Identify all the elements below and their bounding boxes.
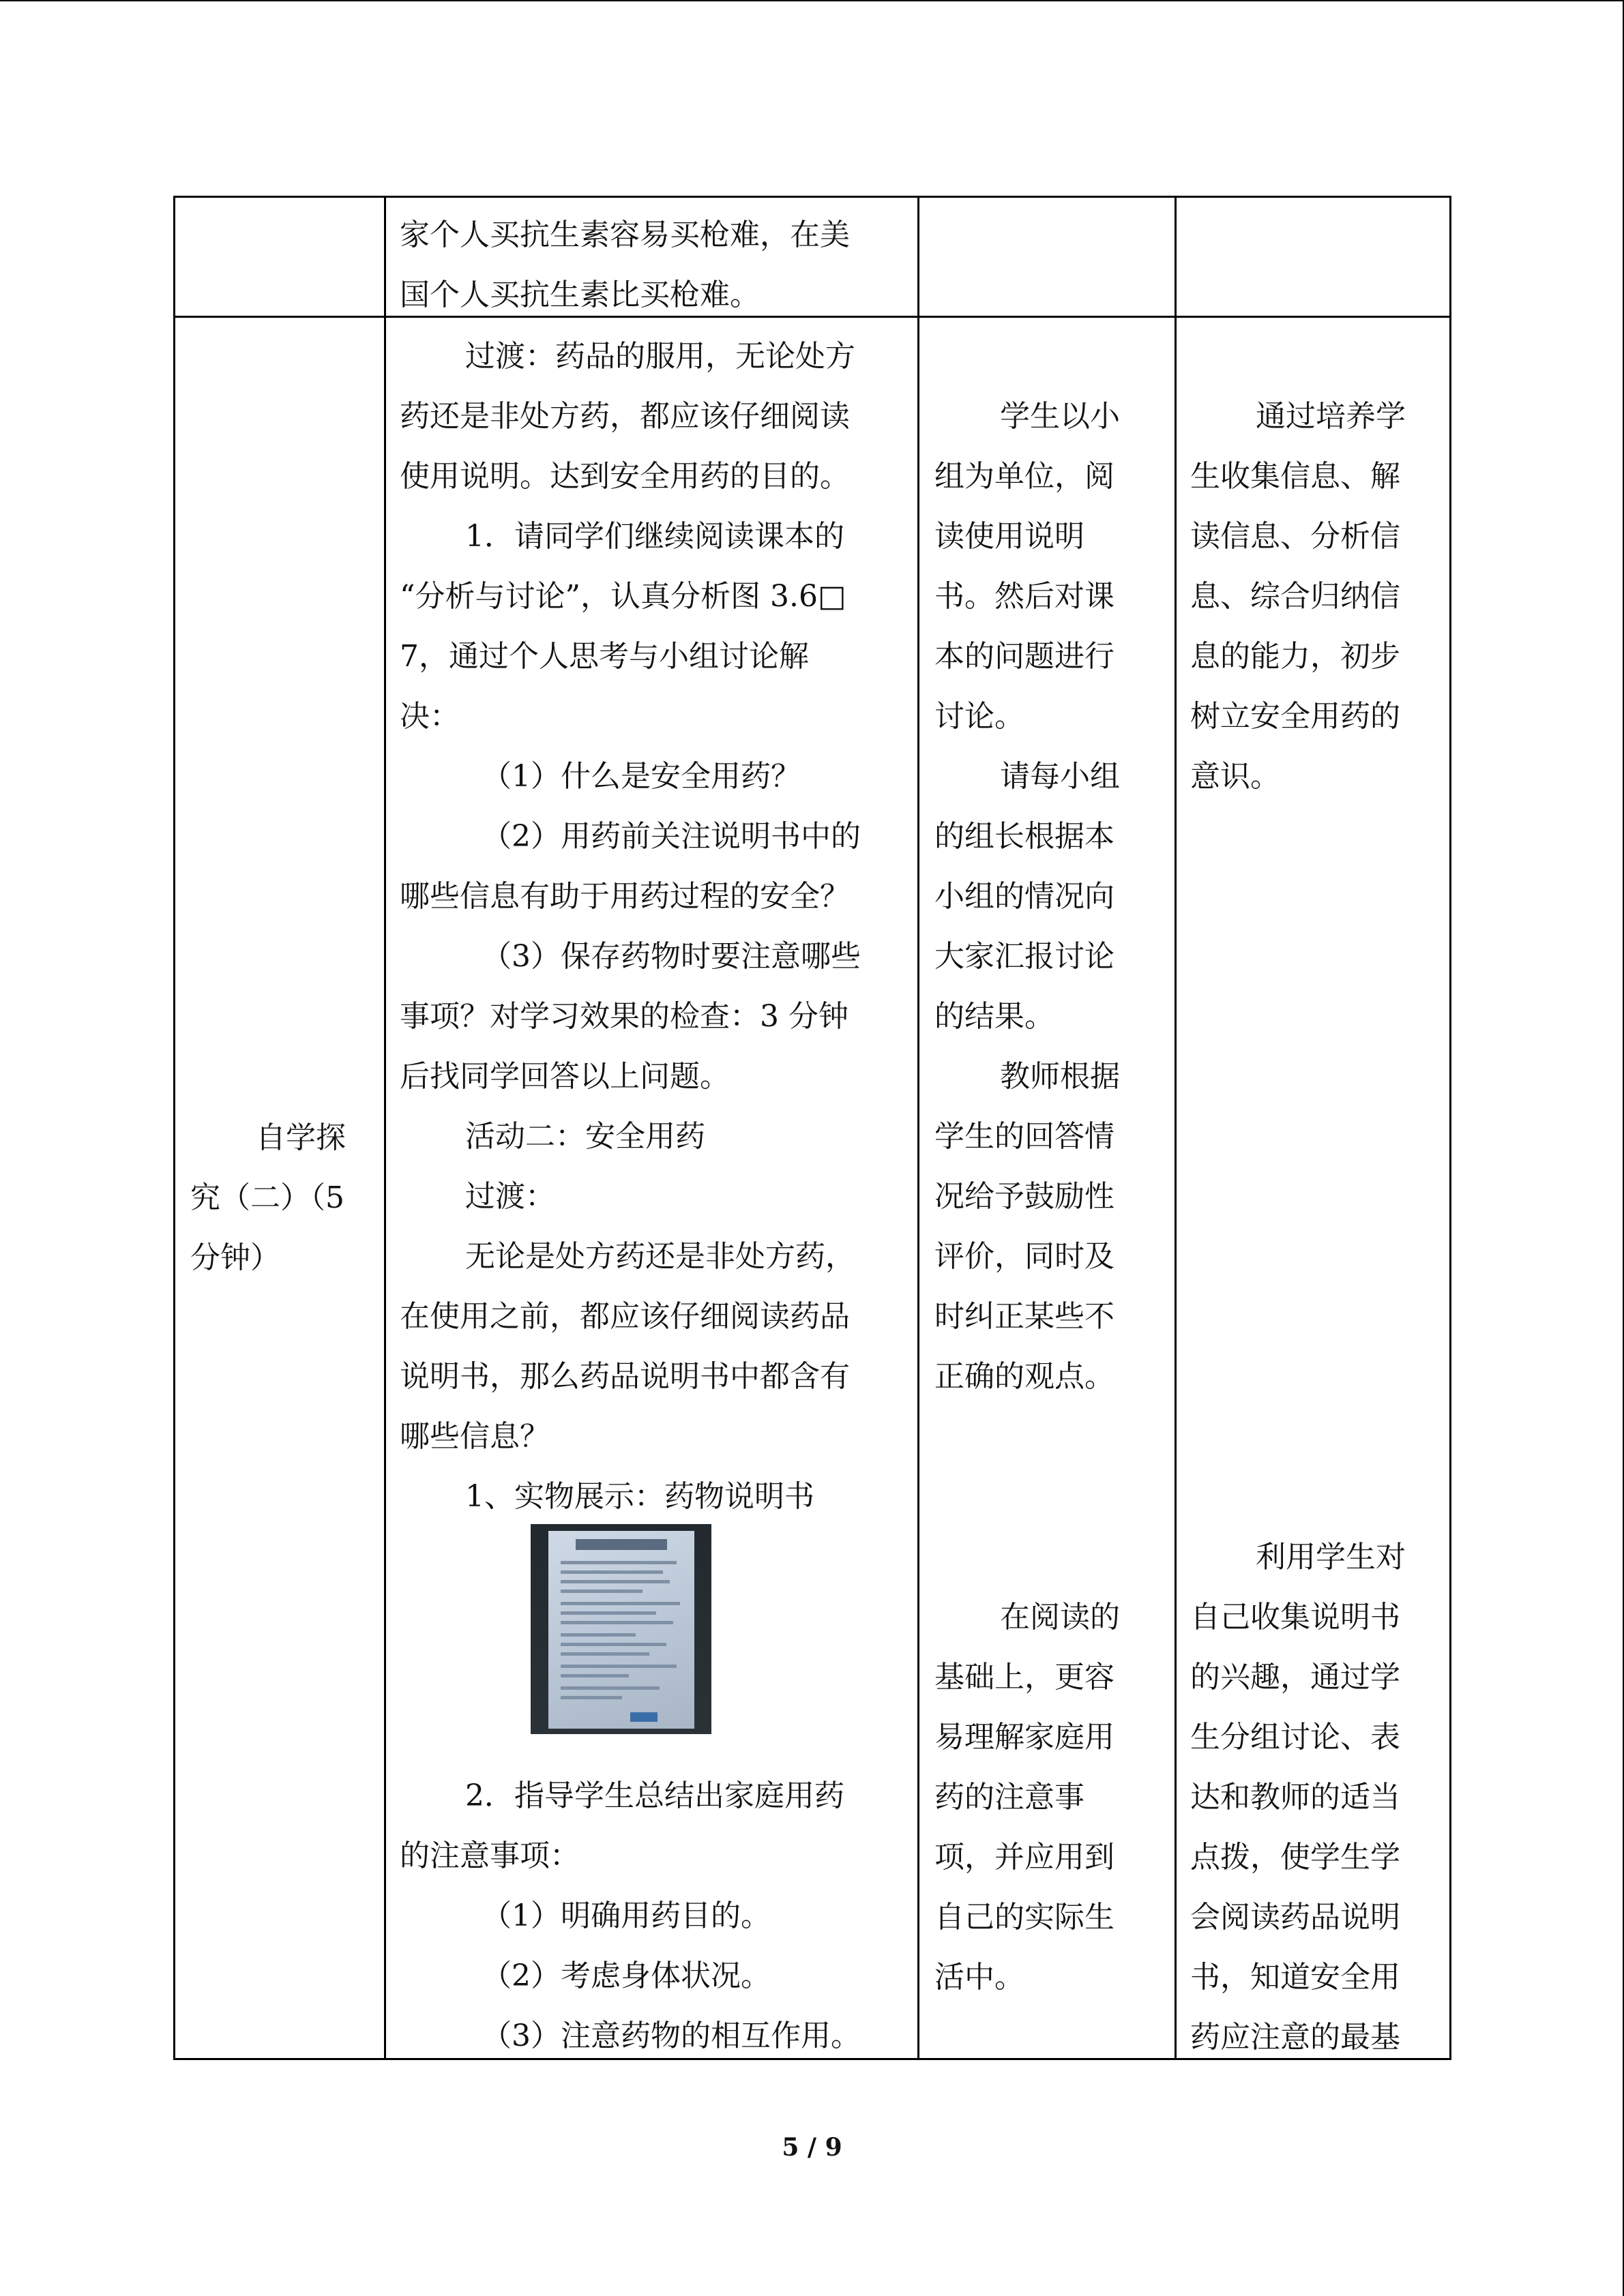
text-line: 书，知道安全用 [1190, 1960, 1400, 1995]
leaflet-text-line [561, 1602, 680, 1605]
leaflet-text-line [561, 1561, 677, 1564]
medicine-leaflet-image [531, 1524, 711, 1734]
text-line: 1、实物展示：药物说明书 [465, 1479, 814, 1514]
leaflet-text-line [561, 1580, 670, 1583]
text-line: 评价，同时及 [934, 1239, 1114, 1274]
text-line: 生分组讨论、表 [1190, 1720, 1400, 1755]
text-line: 达和教师的适当 [1190, 1780, 1400, 1815]
text-line: 的兴趣，通过学 [1190, 1660, 1400, 1695]
leaflet-text-line [561, 1674, 629, 1678]
text-line: 息、综合归纳信 [1190, 579, 1400, 614]
text-line: （1）明确用药目的。 [482, 1898, 771, 1933]
text-line: 自己的实际生 [934, 1900, 1114, 1935]
text-line: 大家汇报讨论 [934, 939, 1114, 974]
text-line: 况给予鼓励性 [934, 1179, 1114, 1214]
text-line: 教师根据 [1000, 1059, 1120, 1094]
text-line: 事项？对学习效果的检查：3 分钟 [400, 999, 848, 1034]
text-line: 的结果。 [934, 999, 1054, 1034]
text-line: 哪些信息？ [400, 1419, 550, 1454]
student-activity-cell-continued [934, 1587, 1170, 2008]
student-activity-cell [934, 387, 1170, 1407]
text-line: 过渡： [465, 1179, 555, 1214]
text-line: 药的注意事 [934, 1780, 1084, 1815]
text-line: 的注意事项： [400, 1838, 580, 1873]
page-number: 5 / 9 [782, 2133, 842, 2162]
text-line: 7，通过个人思考与小组讨论解 [400, 639, 809, 674]
leaflet-text-line [561, 1611, 656, 1615]
text-line: 无论是处方药还是非处方药， [465, 1239, 855, 1274]
text-line: 决： [400, 699, 460, 734]
leaflet-sheet [548, 1531, 694, 1729]
text-line: （3）注意药物的相互作用。 [482, 2018, 861, 2053]
text-line: 活动二：安全用药 [465, 1119, 705, 1154]
text-line: （3）保存药物时要注意哪些 [482, 939, 861, 974]
text-line: 活中。 [934, 1960, 1024, 1995]
stage-label-line: 分钟） [190, 1240, 280, 1275]
text-line: 使用说明。达到安全用药的目的。 [400, 459, 850, 494]
text-line: 学生以小 [1000, 399, 1120, 434]
leaflet-text-line [561, 1686, 660, 1690]
col-divider-1 [384, 196, 386, 2060]
text-line: 后找同学回答以上问题。 [400, 1059, 730, 1094]
text-line: 请每小组 [1000, 759, 1120, 794]
text-line: 在阅读的 [1000, 1600, 1120, 1635]
leaflet-text-line [561, 1665, 677, 1668]
text-line: 易理解家庭用 [934, 1720, 1114, 1755]
text-line: 自己收集说明书 [1190, 1600, 1400, 1635]
text-line: 1．请同学们继续阅读课本的 [465, 519, 844, 554]
text-line: （1）什么是安全用药？ [482, 759, 801, 794]
design-intent-cell-continued [1190, 1527, 1446, 2068]
text-line: （2）用药前关注说明书中的 [482, 819, 861, 854]
leaflet-text-line [561, 1643, 666, 1646]
row1-activity-cell [400, 205, 911, 325]
text-line: 小组的情况向 [934, 879, 1114, 914]
text-line: 本的问题进行 [934, 639, 1114, 674]
text-line: 在使用之前，都应该仔细阅读药品 [400, 1299, 850, 1334]
text-line: 国个人买抗生素比买枪难。 [400, 278, 760, 312]
teacher-activity-cell [400, 327, 911, 1527]
leaflet-text-line [561, 1633, 636, 1637]
text-line: 药应注意的最基 [1190, 2020, 1400, 2055]
text-line: 意识。 [1190, 759, 1280, 794]
stage-label-line: 究（二）（5 [190, 1180, 344, 1215]
leaflet-text-line [561, 1570, 663, 1574]
leaflet-text-line [561, 1621, 673, 1624]
text-line: 通过培养学 [1256, 399, 1406, 434]
stage-label-line: 自学探 [256, 1120, 346, 1155]
leaflet-text-line [561, 1696, 622, 1699]
text-line: 正确的观点。 [934, 1359, 1114, 1394]
text-line: 过渡：药品的服用，无论处方 [465, 339, 855, 374]
col-divider-2 [917, 196, 919, 2060]
stage-label-cell [190, 1108, 378, 1288]
leaflet-text-line [561, 1652, 649, 1656]
leaflet-logo [630, 1712, 658, 1722]
col-divider-3 [1175, 196, 1177, 2060]
teacher-activity-cell-continued [400, 1766, 911, 2066]
text-line: 会阅读药品说明 [1190, 1900, 1400, 1935]
leaflet-text-line [561, 1590, 643, 1593]
text-line: 读信息、分析信 [1190, 519, 1400, 554]
text-line: 组为单位，阅 [934, 459, 1114, 494]
text-line: 的组长根据本 [934, 819, 1114, 854]
text-line: 2．指导学生总结出家庭用药 [465, 1778, 844, 1813]
text-line: 息的能力，初步 [1190, 639, 1400, 674]
text-line: 家个人买抗生素容易买枪难，在美 [400, 218, 850, 252]
design-intent-cell [1190, 387, 1446, 807]
text-line: 读使用说明 [934, 519, 1084, 554]
text-line: 利用学生对 [1256, 1540, 1406, 1575]
text-line: 学生的回答情 [934, 1119, 1114, 1154]
text-line: 哪些信息有助于用药过程的安全？ [400, 879, 850, 914]
text-line: 生收集信息、解 [1190, 459, 1400, 494]
leaflet-title-bar [576, 1539, 667, 1550]
text-line: 时纠正某些不 [934, 1299, 1114, 1334]
text-line: 书。然后对课 [934, 579, 1114, 614]
text-line: 讨论。 [934, 699, 1024, 734]
text-line: “分析与讨论”，认真分析图 3.6□ [400, 579, 846, 614]
text-line: 说明书，那么药品说明书中都含有 [400, 1359, 850, 1394]
text-line: 点拨，使学生学 [1190, 1840, 1400, 1875]
text-line: 基础上，更容 [934, 1660, 1114, 1695]
text-line: 树立安全用药的 [1190, 699, 1400, 734]
text-line: （2）考虑身体状况。 [482, 1958, 771, 1993]
text-line: 药还是非处方药，都应该仔细阅读 [400, 399, 850, 434]
text-line: 项，并应用到 [934, 1840, 1114, 1875]
